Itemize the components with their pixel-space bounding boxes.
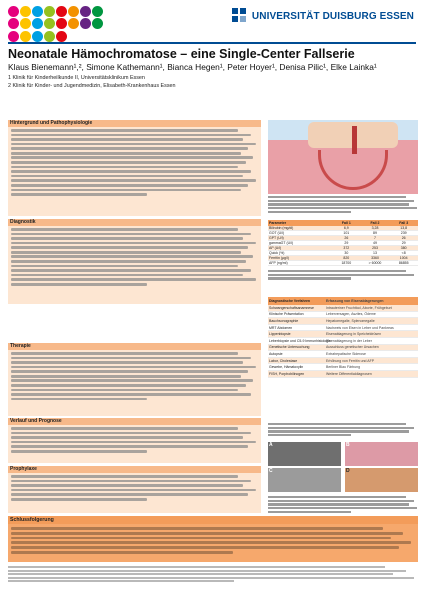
text-line [11,189,241,192]
table-cell: 30 [344,251,349,255]
text-line [268,427,414,429]
table1-caption [268,270,418,281]
table-cell: Eisenablagerung in der Leber [326,338,372,343]
table-row [268,345,418,352]
table-cell: 49 [373,241,377,245]
table-cell: gammaGT (U/l) [269,241,294,245]
section-body-diagnostics [8,226,261,304]
text-line [11,233,251,236]
table-cell: Quick (%) [269,251,285,255]
logo-dot [56,18,67,29]
table-cell: Leberbiopsie und C5-9 Immunhistologie [269,338,331,343]
text-line [11,384,246,387]
text-line [268,503,409,505]
table-header-cell: Parameter [269,221,287,225]
text-line [8,577,414,579]
logo-dot [32,18,43,29]
text-line [11,274,243,277]
text-line [11,379,253,382]
text-line [268,203,409,205]
table-cell: 3,28 [371,226,379,230]
text-line [11,389,238,392]
table2-caption [268,423,418,438]
table-cell: Genetische Untersuchung [269,345,310,350]
text-line [11,361,243,364]
table-cell: MRT Abdomen [269,325,293,330]
section-heading-course: Verlauf und Prognose [8,418,261,425]
text-line [11,228,238,231]
text-line [11,269,251,272]
affiliation-2: 2 Klinik für Kinder- und Jugendmedizin, Elisabeth-Krankenhaus Essen [8,83,176,89]
table-header-cell: Fall 3 [399,221,409,225]
text-line [8,566,385,568]
text-line [268,423,406,425]
table-row [268,371,418,378]
table-header-cell: Fall 1 [341,221,351,225]
logo-dot [68,18,79,29]
table-row [268,338,418,345]
table-cell: Autopsie [269,351,283,356]
table-row [268,358,418,365]
text-line [11,366,256,369]
logo-dot [44,6,55,17]
text-line [11,179,256,182]
table-cell: 89 [373,231,377,235]
text-line [11,398,147,401]
text-line [268,200,414,202]
section-heading-background: Hintergrund und Pathophysiologie [8,120,261,127]
table-cell: 26 [401,236,406,240]
table-cell: Bauchsonographie [269,318,299,323]
section-body-conclusion [8,524,418,562]
text-line [8,580,234,582]
umbilical-cord-shape [352,126,357,154]
text-line [11,147,248,150]
table-cell: Bilirubin (mg/dl) [269,226,294,230]
text-line [11,283,147,286]
text-line [11,242,256,245]
text-line [11,484,243,487]
section-heading-conclusion: Schlussfolgerung [8,516,418,524]
university-mark-icon [232,8,248,24]
text-line [268,270,406,272]
table-row [268,305,418,312]
text-line [268,211,351,213]
text-line [268,511,351,513]
text-line [11,532,403,535]
text-line [11,278,256,281]
table-cell: 1004 [399,256,408,260]
text-line [268,430,409,432]
mri-image-c: C [268,468,341,492]
table-cell: Klinische Präsentation [269,312,304,317]
logo-dot [56,6,67,17]
text-line [11,251,241,254]
table-row [268,331,418,338]
table-cell: 86855 [398,261,409,265]
table-cell: Nachweis von Eisen in Leber und Pankreas [326,325,394,330]
table-cell: Leberversagen, Aszites, Ödeme [326,312,376,317]
affiliation-1: 1 Klinik für Kinderheilkunde II, Universitätsklinikum Essen [8,75,145,81]
header-divider [8,42,416,44]
text-line [268,496,406,498]
text-line [11,551,233,554]
table-cell: 253 [372,246,378,250]
table-cell: 26 [344,236,349,240]
text-line [11,357,251,360]
text-line [11,193,147,196]
logo-dot [20,18,31,29]
text-line [11,138,243,141]
table-row [268,325,418,332]
text-line [11,143,256,146]
table-cell: Erhöhung von Ferritin und AFP [326,358,375,363]
table-cell: Schwangerschaftsanamnese [269,305,314,310]
table-cell: 239 [400,231,407,235]
text-line [11,246,248,249]
table-cell: Ferritin (µg/l) [269,256,289,260]
section-body-course [8,425,261,463]
table-cell: <8 [401,251,406,255]
table-row [268,364,418,371]
text-line [11,489,256,492]
text-line [11,432,251,435]
text-line [268,277,351,279]
table-cell: Weitere Differentialdiagnosen [326,371,372,376]
text-line [11,527,383,530]
text-line [8,570,406,572]
table-cell: Hepatomegalie, Splenomegalie [326,318,375,323]
table-cell: 13,8 [400,226,408,230]
mri-image-a: A [268,442,341,466]
text-line [11,156,253,159]
references [8,566,418,584]
text-line [268,434,351,436]
diagnostic-methods-table [268,297,418,378]
clinic-logo [8,6,104,42]
table-row [268,318,418,325]
section-heading-prophylaxis: Prophylaxe [8,466,261,473]
table-cell: Extrahepatische Siderose [326,351,366,356]
text-line [11,170,251,173]
table-cell: AFP (ng/ml) [269,261,288,265]
table-cell: 6,9 [343,226,349,230]
text-line [268,207,417,209]
section-heading-therapy: Therapie [8,343,261,350]
text-line [11,152,241,155]
text-line [11,161,246,164]
logo-dot [80,18,91,29]
logo-dot [92,6,103,17]
table-cell: Intrauteriner Fruchttod, Aborte, Frühgeburt [326,305,392,310]
logo-dot [8,31,19,42]
text-line [11,393,251,396]
section-body-therapy [8,350,261,416]
table-row [268,261,418,266]
lab-values-table [268,220,418,266]
table-cell: 820 [343,256,350,260]
logo-dot [68,6,79,17]
text-line [11,260,246,263]
figure1-caption [268,196,418,214]
section-heading-diagnostics: Diagnostik [8,219,261,226]
text-line [11,175,243,178]
text-line [11,134,251,137]
histology-image-b: B [345,442,418,466]
text-line [11,352,238,355]
histology-image-d: D [345,468,418,492]
table-header-cell: Erfassung von Eisenablagerungen [326,299,384,303]
logo-dot [92,18,103,29]
university-name: UNIVERSITÄT DUISBURG ESSEN [251,10,414,22]
table-cell: 372 [343,246,350,250]
table-cell: Eisenablagerung in Speicheldrüsen [326,332,382,337]
text-line [268,196,406,198]
table-cell: Berliner Blau Färbung [326,365,361,370]
table-cell: 18700 [341,261,352,265]
text-line [11,166,238,169]
logo-dot [32,31,43,42]
text-line [11,450,147,453]
text-line [11,237,243,240]
table-cell: 29 [344,241,349,245]
table-cell: 380 [400,246,407,250]
table-cell: AP (U/l) [269,246,282,250]
section-body-prophylaxis [8,473,261,513]
table-cell: FISH, Porphobilinogen [269,371,305,376]
table-cell: GOT (U/l) [269,231,285,235]
figure-pathophysiology-diagram [268,120,418,194]
logo-dot [20,31,31,42]
text-line [11,480,251,483]
text-line [11,498,147,501]
text-line [8,573,393,575]
text-line [11,427,238,430]
table-row [268,312,418,319]
logo-dot [44,31,55,42]
table-cell: 29 [401,241,406,245]
figure2-caption [268,496,418,514]
text-line [268,507,417,509]
table-header [268,297,418,305]
table-cell: GPT (U/l) [269,236,284,240]
text-line [11,184,248,187]
table-header-cell: Fall 2 [370,221,380,225]
table-cell: 13 [373,251,377,255]
text-line [11,445,248,448]
poster-authors: Klaus Bienemann¹,², Simone Kathemann¹, Bianca Hegen¹, Peter Hoyer¹, Denisa Pilic¹, Elke Lainka¹ [8,62,377,72]
logo-dot [80,6,91,17]
text-line [11,370,248,373]
text-line [11,475,238,478]
section-body-background [8,127,261,216]
text-line [11,537,391,540]
logo-dot [8,18,19,29]
logo-dot [8,6,19,17]
table-cell: 101 [343,231,350,235]
text-line [11,255,253,258]
text-line [268,274,414,276]
text-line [11,493,248,496]
table-row [268,351,418,358]
poster-title: Neonatale Hämochromatose – eine Single-Center Fallserie [8,47,355,61]
logo-dot [32,6,43,17]
logo-dot [44,18,55,29]
table-header-cell: Diagnostische Verfahren [269,299,311,303]
table-cell: 7 [374,236,376,240]
text-line [11,541,411,544]
university-logo [232,8,414,24]
logo-dot [20,6,31,17]
text-line [11,546,399,549]
figure-histology-images [268,442,418,492]
table-cell: 3360 [371,256,379,260]
text-line [11,129,238,132]
text-line [11,265,238,268]
table-cell: > 60000 [368,261,382,265]
table-cell: Lippenbiopsie [269,332,291,337]
table-cell: Ausschluss genetischer Ursachen [326,345,379,350]
text-line [268,500,414,502]
table-cell: Labor, Cholestase [269,358,298,363]
logo-dot [56,31,67,42]
text-line [11,375,241,378]
text-line [11,441,256,444]
table-cell: Gewebe, Hämatoxylin [269,365,304,370]
text-line [11,436,243,439]
